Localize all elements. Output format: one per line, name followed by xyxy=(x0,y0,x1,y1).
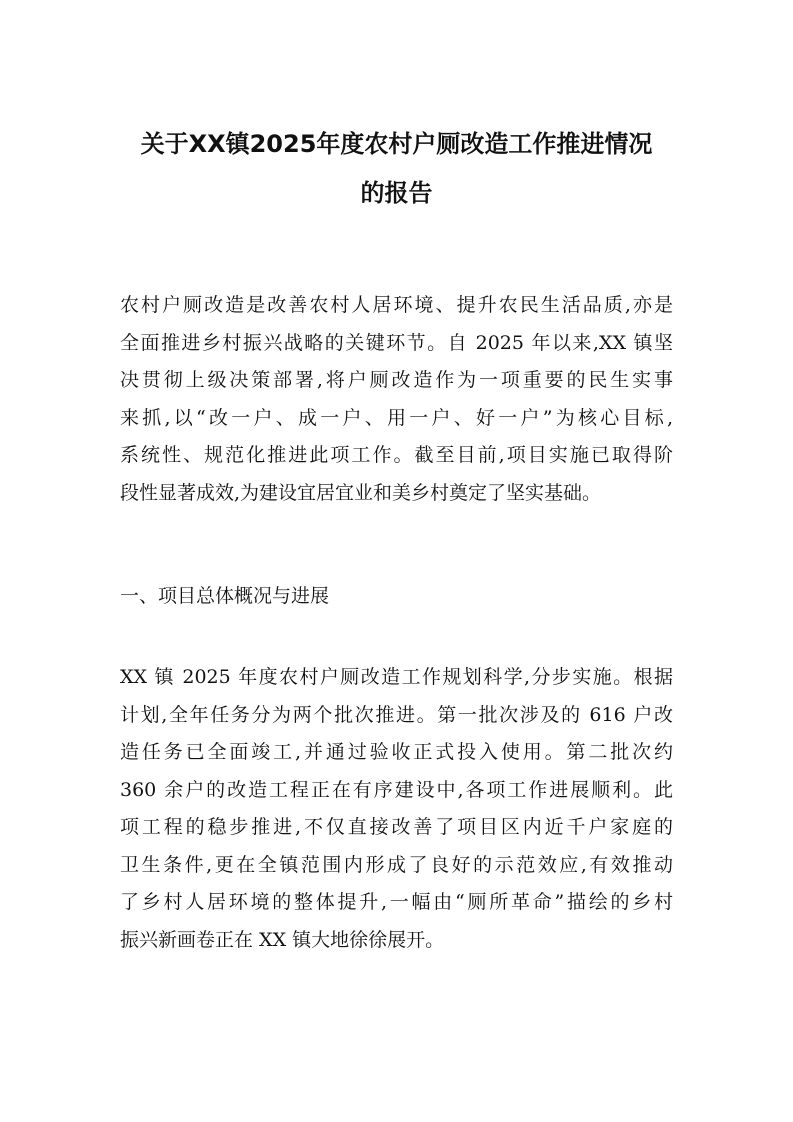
document-title-line-2: 的报告 xyxy=(360,179,433,207)
intro-paragraph xyxy=(120,287,673,512)
section-heading-1 xyxy=(120,578,673,616)
intro-paragraph-line: 段性显著成效,为建设宜居宜业和美乡村奠定了坚实基础。 xyxy=(120,481,602,504)
intro-paragraph-line: 全面推进乡村振兴战略的关键环节。自 2025 年以来,XX 镇坚 xyxy=(120,331,673,354)
intro-paragraph-line: 决贯彻上级决策部署,将户厕改造作为一项重要的民生实事 xyxy=(120,369,673,391)
section-paragraph-line: 卫生条件,更在全镇范围内形成了良好的示范效应,有效推动 xyxy=(120,853,673,876)
section-heading-text: 一、项目总体概况与进展 xyxy=(120,585,330,607)
section-paragraph-line: 计划,全年任务分为两个批次推进。第一批次涉及的 616 户改 xyxy=(120,703,673,726)
section-paragraph-line: XX 镇 2025 年度农村户厕改造工作规划科学,分步实施。根据 xyxy=(120,666,673,688)
section-paragraph-line: 了乡村人居环境的整体提升,一幅由“厕所革命”描绘的乡村 xyxy=(120,891,673,913)
intro-paragraph-line: 系统性、规范化推进此项工作。截至目前,项目实施已取得阶 xyxy=(120,444,673,466)
section-paragraph-line: 振兴新画卷正在 XX 镇大地徐徐展开。 xyxy=(120,928,445,951)
section-paragraph-line: 360 余户的改造工程正在有序建设中,各项工作进展顺利。此 xyxy=(120,778,673,801)
section-paragraph-line: 项工程的稳步推进,不仅直接改善了项目区内近千户家庭的 xyxy=(120,816,673,838)
intro-paragraph-line: 农村户厕改造是改善农村人居环境、提升农民生活品质,亦是 xyxy=(120,294,673,316)
section-1-paragraph xyxy=(120,659,673,959)
document-title-line-1: 关于XX镇2025年度农村户厕改造工作推进情况 xyxy=(140,130,653,158)
intro-paragraph-line: 来抓,以“改一户、成一户、用一户、好一户”为核心目标, xyxy=(120,406,673,429)
section-paragraph-line: 造任务已全面竣工,并通过验收正式投入使用。第二批次约 xyxy=(120,741,673,763)
